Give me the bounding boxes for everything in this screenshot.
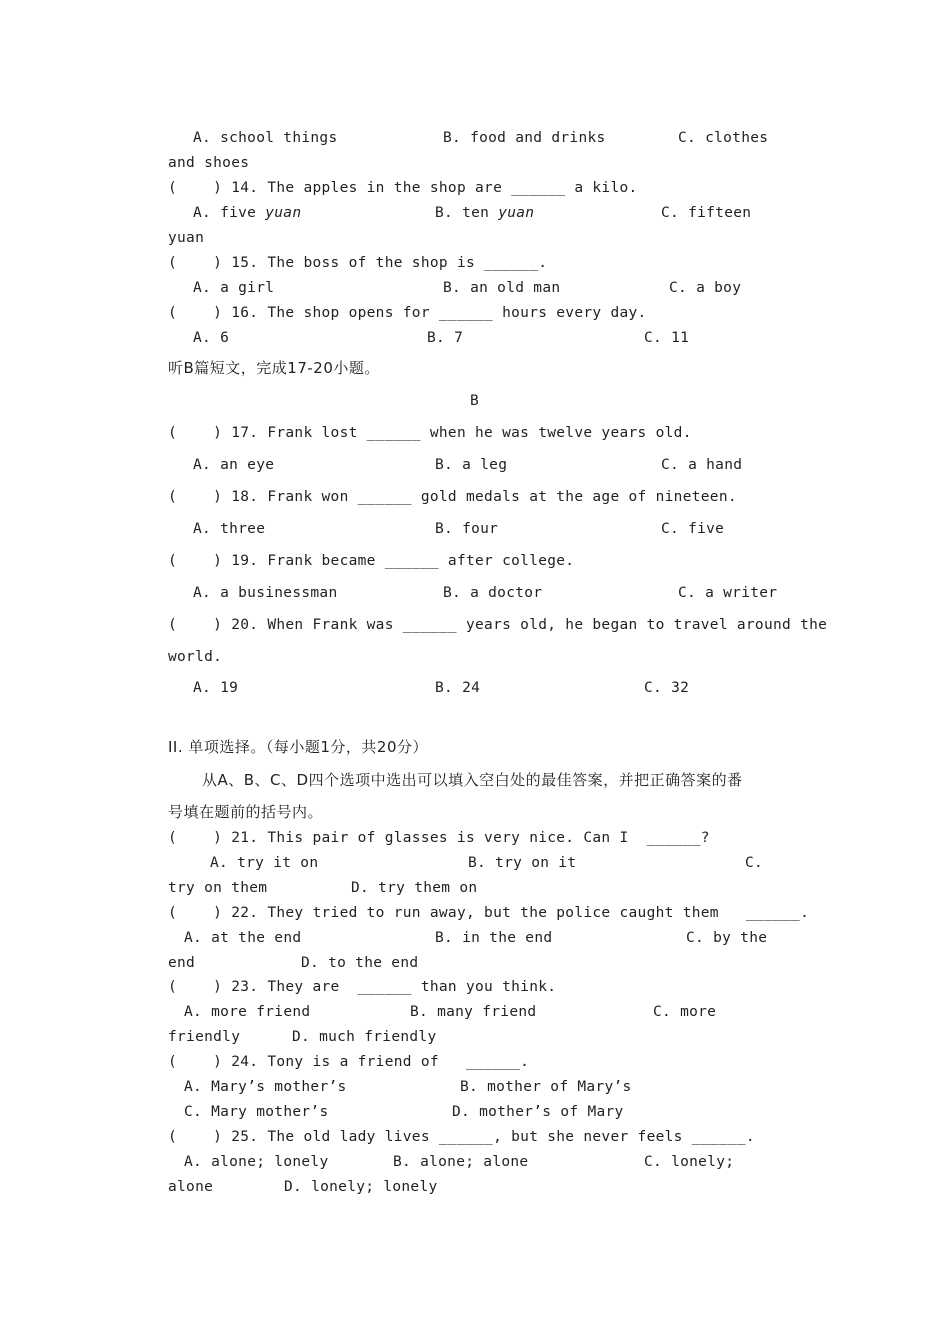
q18-option-b: B. four xyxy=(435,521,499,537)
q13-option-c-cont: and shoes xyxy=(168,155,250,171)
passage-b-title: B xyxy=(470,393,480,409)
q23-stem: ( ) 23. They are ______ than you think. xyxy=(168,979,557,995)
q21-option-d: D. try them on xyxy=(351,880,478,896)
q24-option-d: D. mother’s of Mary xyxy=(452,1104,624,1120)
q13-option-a: A. school things xyxy=(193,130,338,146)
q21-option-b: B. try on it xyxy=(468,855,577,871)
q17-stem: ( ) 17. Frank lost ______ when he was twelve years old. xyxy=(168,425,692,441)
q20-stem-cont: world. xyxy=(168,649,223,665)
q19-stem: ( ) 19. Frank became ______ after college. xyxy=(168,553,575,569)
q21-option-c-cont: try on them xyxy=(168,880,268,896)
q22-option-b: B. in the end xyxy=(435,930,553,946)
q14-option-c-cont: yuan xyxy=(168,230,205,246)
q15-option-b: B. an old man xyxy=(443,280,561,296)
q23-option-c-cont: friendly xyxy=(168,1029,241,1045)
q23-option-b: B. many friend xyxy=(410,1004,537,1020)
q24-stem: ( ) 24. Tony is a friend of ______. xyxy=(168,1054,530,1070)
q22-option-c-cont: end xyxy=(168,955,196,971)
q20-option-a: A. 19 xyxy=(193,680,239,696)
q23-option-a: A. more friend xyxy=(184,1004,311,1020)
q25-option-c: C. lonely; xyxy=(644,1154,735,1170)
q25-option-a: A. alone; lonely xyxy=(184,1154,329,1170)
q21-option-c: C. xyxy=(745,855,764,871)
q22-option-a: A. at the end xyxy=(184,930,302,946)
q19-option-a: A. a businessman xyxy=(193,585,338,601)
q14-option-c: C. fifteen xyxy=(661,205,752,221)
q22-option-c: C. by the xyxy=(686,930,768,946)
q16-option-a: A. 6 xyxy=(193,330,230,346)
q20-option-c: C. 32 xyxy=(644,680,690,696)
q25-option-c-cont: alone xyxy=(168,1179,214,1195)
q22-option-d: D. to the end xyxy=(301,955,419,971)
q19-option-b: B. a doctor xyxy=(443,585,543,601)
q13-option-c: C. clothes xyxy=(678,130,769,146)
q17-option-b: B. a leg xyxy=(435,457,508,473)
q14-stem: ( ) 14. The apples in the shop are ______ a kilo. xyxy=(168,180,638,196)
q17-option-c: C. a hand xyxy=(661,457,743,473)
q25-option-d: D. lonely; lonely xyxy=(284,1179,438,1195)
q16-option-c: C. 11 xyxy=(644,330,690,346)
q14-option-b-unit: yuan xyxy=(498,205,535,221)
q20-option-b: B. 24 xyxy=(435,680,481,696)
q24-option-a: A. Mary’s mother’s xyxy=(184,1079,347,1095)
passage-b-instruction: 听B篇短文，完成17-20小题。 xyxy=(168,359,380,377)
q21-stem: ( ) 21. This pair of glasses is very nice. Can I ______? xyxy=(168,830,710,846)
q13-option-b: B. food and drinks xyxy=(443,130,606,146)
q25-stem: ( ) 25. The old lady lives ______, but she never feels ______. xyxy=(168,1129,755,1145)
q21-option-a: A. try it on xyxy=(210,855,319,871)
q15-option-c: C. a boy xyxy=(669,280,742,296)
q14-option-a-unit: yuan xyxy=(265,205,302,221)
q24-option-c: C. Mary mother’s xyxy=(184,1104,329,1120)
q18-option-c: C. five xyxy=(661,521,725,537)
q22-stem: ( ) 22. They tried to run away, but the police caught them ______. xyxy=(168,905,810,921)
part2-heading: II. 单项选择。（每小题1分，共20分） xyxy=(168,738,429,756)
q19-option-c: C. a writer xyxy=(678,585,778,601)
q18-stem: ( ) 18. Frank won ______ gold medals at the age of nineteen. xyxy=(168,489,737,505)
q16-option-b: B. 7 xyxy=(427,330,464,346)
q20-stem: ( ) 20. When Frank was ______ years old, he began to travel around the xyxy=(168,617,828,633)
q24-option-b: B. mother of Mary’s xyxy=(460,1079,632,1095)
q15-stem: ( ) 15. The boss of the shop is ______. xyxy=(168,255,548,271)
q15-option-a: A. a girl xyxy=(193,280,275,296)
q16-stem: ( ) 16. The shop opens for ______ hours every day. xyxy=(168,305,647,321)
part2-instruction-line1: 从A、B、C、D四个选项中选出可以填入空白处的最佳答案，并把正确答案的番 xyxy=(202,771,743,789)
q23-option-d: D. much friendly xyxy=(292,1029,437,1045)
q25-option-b: B. alone; alone xyxy=(393,1154,529,1170)
q23-option-c: C. more xyxy=(653,1004,717,1020)
q14-option-b xyxy=(435,203,534,223)
q14-option-b-text: B. ten xyxy=(435,205,499,221)
q14-option-a xyxy=(193,203,301,223)
q17-option-a: A. an eye xyxy=(193,457,275,473)
part2-instruction-line2: 号填在题前的括号内。 xyxy=(168,803,324,821)
q18-option-a: A. three xyxy=(193,521,266,537)
q14-option-a-text: A. five xyxy=(193,205,266,221)
